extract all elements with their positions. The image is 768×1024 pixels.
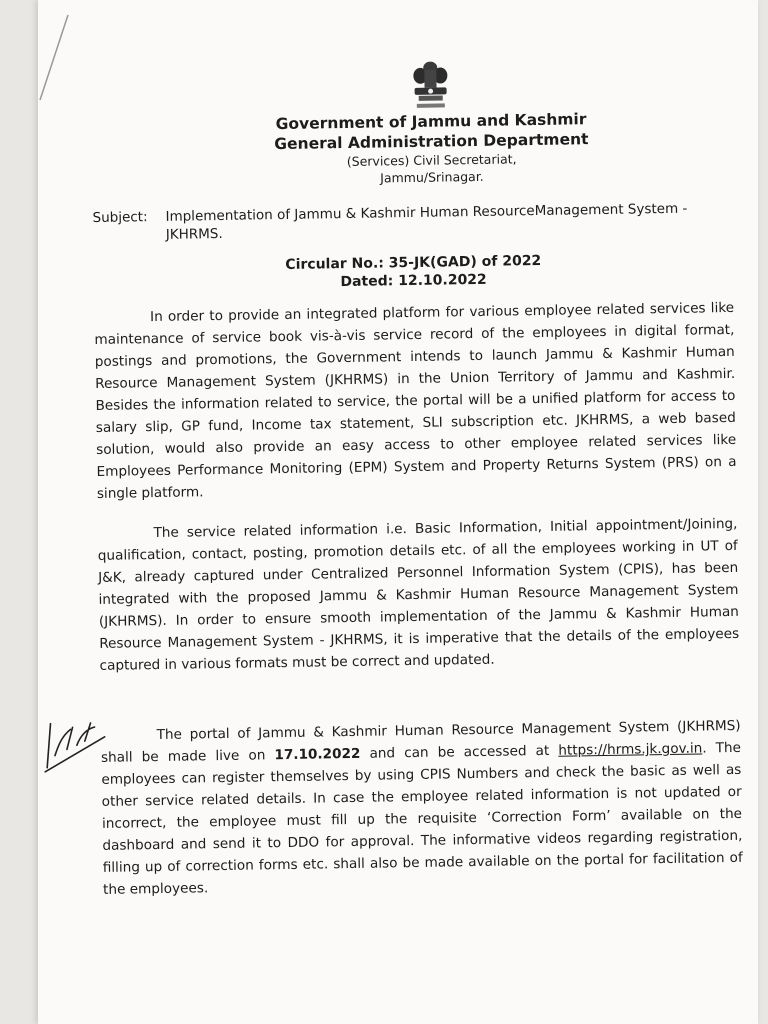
paragraph-3-text-1: The portal of Jammu & Kashmir Human Resource Management System (JKHRMS) shall be made live on — [100, 717, 741, 766]
paragraph-3-text-2: and can be accessed at — [360, 742, 559, 762]
office-address-line1: (Services) Civil Secretariat, — [346, 151, 517, 169]
subject-block — [92, 199, 732, 245]
document-page — [38, 0, 758, 1024]
circular-date: Dated: 12.10.2022 — [340, 271, 487, 291]
department-name: General Administration Department — [274, 130, 589, 154]
page-crease-mark — [38, 0, 98, 120]
handwritten-annotation-icon — [40, 715, 111, 776]
paragraph-2: The service related information i.e. Basic Information, Initial appointment/Joining, qualification, contact, posting, promotion details etc. of all the employees working in UT of J&K, already captured under Centralized Personnel Information System (CPIS), has been integrated with the proposed Jammu & Kashmir Human Resource Management System (JKHRMS). In order to ensure smooth implementation of the Jammu & Kashmir Human Resource Management System - JKHRMS, it is imperative that the details of the employees captured in various formats must be correct and updated. — [97, 515, 740, 674]
go-live-date: 17.10.2022 — [274, 745, 361, 764]
subject-label: Subject: — [92, 209, 148, 226]
document-content — [90, 45, 743, 901]
circular-block — [93, 249, 733, 295]
paragraph-1: In order to provide an integrated platform for various employee related services like maintenance of service book vis-à-vis service record of the employees in digital format, postings and promotions, the Government intends to launch Jammu & Kashmir Human Resource Management System (JKHRMS) in the Union Territory of Jammu and Kashmir. Besides the information related to service, the portal will be a unified platform for access to salary slip, GP fund, Income tax statement, SLI subscription etc. JKHRMS, a web based solution, would also provide an easy access to other employee related services like Employees Performance Monitoring (EPM) System and Property Returns System (PRS) on a single platform. — [94, 299, 737, 502]
government-name: Government of Jammu and Kashmir — [275, 110, 587, 134]
portal-link[interactable]: https://hrms.jk.gov.in — [558, 740, 703, 759]
letterhead — [130, 53, 732, 190]
subject-text: Implementation of Jammu & Kashmir Human ResourceManagement System - JKHRMS. — [165, 200, 688, 243]
circular-number: Circular No.: 35-JK(GAD) of 2022 — [285, 252, 542, 273]
state-emblem-icon — [408, 57, 453, 112]
office-address-line2: Jammu/Srinagar. — [380, 168, 484, 186]
paragraph-3 — [101, 715, 744, 901]
paragraph-3-text-3: . The employees can register themselves by using CPIS Numbers and check the basic as well as other service related details. In case the employee related information is not updated or incorrect, the employee must fill up the requisite ‘Correction Form’ available on the dashboard and send it to DDO for approval. The informative videos regarding registration, filling up of correction forms etc. shall also be made available on the portal for facilitation of the employees. — [101, 739, 743, 898]
